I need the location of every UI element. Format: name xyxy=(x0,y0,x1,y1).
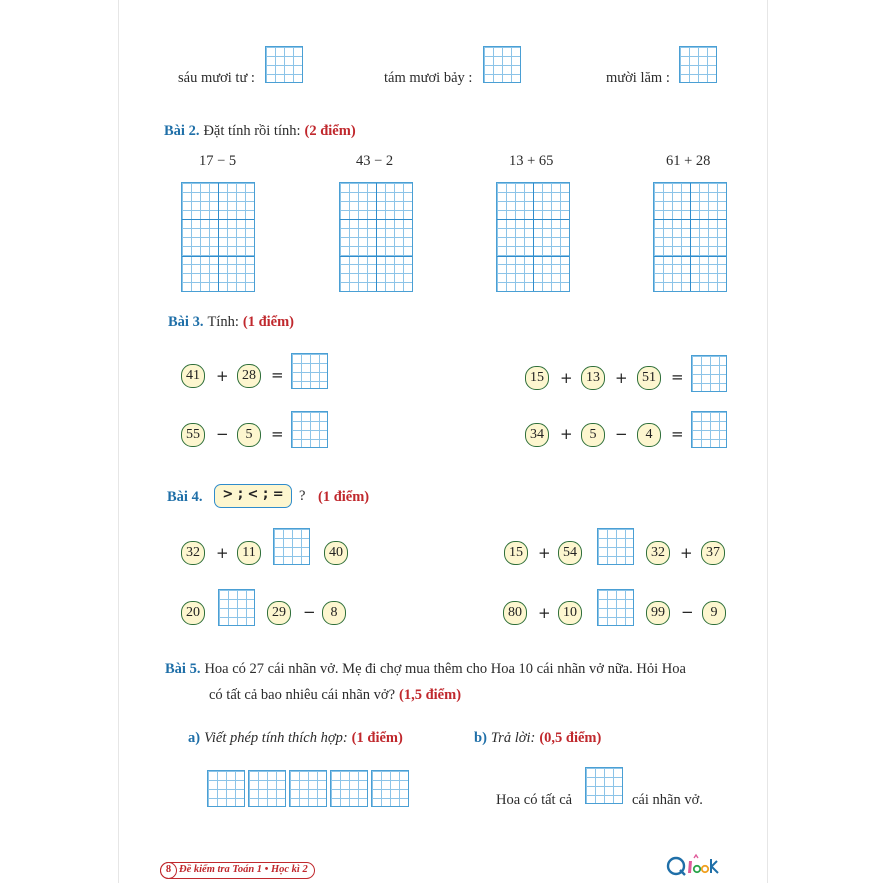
answer-suffix: cái nhãn vở. xyxy=(632,792,703,808)
bai3-answer-box-3[interactable] xyxy=(291,411,328,448)
bai2-problem-3: 13 + 65 xyxy=(509,153,554,169)
number-bubble: 5 xyxy=(581,423,605,447)
bai4-title: Bài 4. xyxy=(167,489,203,505)
number-bubble: 41 xyxy=(181,364,205,388)
part-a-text: Viết phép tính thích hợp: xyxy=(204,730,348,746)
bai2-work-grid-2[interactable] xyxy=(339,182,413,292)
bai3-answer-box-4[interactable] xyxy=(691,411,727,448)
equals-sign: = xyxy=(271,425,284,443)
part-a-label: a) xyxy=(188,730,201,746)
number-bubble: 29 xyxy=(267,601,291,625)
minus-sign: − xyxy=(216,425,229,443)
number-bubble: 13 xyxy=(581,366,605,390)
part-b-points: (0,5 điểm) xyxy=(539,730,602,746)
word-label-64: sáu mươi tư : xyxy=(178,70,255,86)
part-b-text: Trả lời: xyxy=(490,730,536,746)
word-label-15: mười lăm : xyxy=(606,70,670,86)
number-bubble: 32 xyxy=(181,541,205,565)
number-bubble: 80 xyxy=(503,601,527,625)
equals-sign: = xyxy=(271,366,284,384)
plus-sign: + xyxy=(615,369,628,387)
number-bubble: 54 xyxy=(558,541,582,565)
bai4-question-mark: ? xyxy=(299,488,306,504)
answer-box-87[interactable] xyxy=(483,46,521,83)
bai2-title: Bài 2. xyxy=(164,123,200,139)
bai4-compare-box-3[interactable] xyxy=(218,589,255,626)
q-book-logo-icon xyxy=(665,853,727,877)
bai2-work-grid-1[interactable] xyxy=(181,182,255,292)
answer-box-64[interactable] xyxy=(265,46,303,83)
bai3-instruction: Tính: xyxy=(207,314,239,330)
bai5-line-2 xyxy=(209,686,461,704)
minus-sign: − xyxy=(303,603,316,621)
plus-sign: + xyxy=(216,367,229,385)
plus-sign: + xyxy=(216,544,229,562)
bai2-work-grid-3[interactable] xyxy=(496,182,570,292)
bai5-line-1 xyxy=(165,660,686,678)
number-bubble: 9 xyxy=(702,601,726,625)
word-label-87: tám mươi bảy : xyxy=(384,70,473,86)
minus-sign: − xyxy=(681,603,694,621)
plus-sign: + xyxy=(560,425,573,443)
calculation-box-4[interactable] xyxy=(330,770,368,807)
footer-book-badge xyxy=(160,862,315,879)
bai3-answer-box-2[interactable] xyxy=(691,355,727,392)
bai3-title: Bài 3. xyxy=(168,314,204,330)
comparison-symbols-box: > ; < ; = xyxy=(214,484,292,508)
bai5-problem-text: Hoa có 27 cái nhãn vở. Mẹ đi chợ mua thêm cho Hoa 10 cái nhãn vở nữa. Hỏi Hoa xyxy=(204,661,686,677)
bai2-problem-4: 61 + 28 xyxy=(666,153,711,169)
bai2-points: (2 điểm) xyxy=(304,123,356,139)
number-bubble: 20 xyxy=(181,601,205,625)
number-bubble: 4 xyxy=(637,423,661,447)
publisher-logo xyxy=(665,853,727,877)
bai2-work-grid-4[interactable] xyxy=(653,182,727,292)
equals-sign: = xyxy=(671,425,684,443)
plus-sign: + xyxy=(538,544,551,562)
number-bubble: 10 xyxy=(558,601,582,625)
page-number: 8 xyxy=(160,862,177,879)
bai5-part-a xyxy=(188,729,403,747)
plus-sign: + xyxy=(680,544,693,562)
answer-box-total[interactable] xyxy=(585,767,623,804)
bai4-compare-box-4[interactable] xyxy=(597,589,634,626)
bai5-points: (1,5 điểm) xyxy=(399,687,462,703)
answer-prefix: Hoa có tất cả xyxy=(496,792,573,808)
bai4-compare-box-2[interactable] xyxy=(597,528,634,565)
number-bubble: 11 xyxy=(237,541,261,565)
part-a-points: (1 điểm) xyxy=(351,730,403,746)
number-bubble: 51 xyxy=(637,366,661,390)
bai2-problem-1: 17 − 5 xyxy=(199,153,237,169)
number-bubble: 32 xyxy=(646,541,670,565)
bai2-heading xyxy=(164,122,356,140)
bai4-compare-box-1[interactable] xyxy=(273,528,310,565)
bai5-part-b xyxy=(474,729,601,747)
number-bubble: 37 xyxy=(701,541,725,565)
number-bubble: 28 xyxy=(237,364,261,388)
bai5-title: Bài 5. xyxy=(165,661,201,677)
number-bubble: 55 xyxy=(181,423,205,447)
bai2-instruction: Đặt tính rồi tính: xyxy=(203,123,301,139)
bai4-points: (1 điểm) xyxy=(318,489,370,505)
minus-sign: − xyxy=(615,425,628,443)
calculation-box-5[interactable] xyxy=(371,770,409,807)
bai3-points: (1 điểm) xyxy=(242,314,295,330)
number-bubble: 15 xyxy=(504,541,528,565)
number-bubble: 34 xyxy=(525,423,549,447)
bai3-answer-box-1[interactable] xyxy=(291,353,328,389)
calculation-box-2[interactable] xyxy=(248,770,286,807)
book-title: Đề kiểm tra Toán 1 • Học kì 2 xyxy=(179,864,308,875)
equals-sign: = xyxy=(671,368,684,386)
calculation-box-1[interactable] xyxy=(207,770,245,807)
number-bubble: 99 xyxy=(646,601,670,625)
calculation-box-3[interactable] xyxy=(289,770,327,807)
plus-sign: + xyxy=(538,604,551,622)
number-bubble: 15 xyxy=(525,366,549,390)
number-bubble: 40 xyxy=(324,541,348,565)
bai5-question-text: có tất cả bao nhiêu cái nhãn vở? xyxy=(209,687,396,703)
bai3-heading xyxy=(168,313,294,331)
number-bubble: 5 xyxy=(237,423,261,447)
number-bubble: 8 xyxy=(322,601,346,625)
bai2-problem-2: 43 − 2 xyxy=(356,153,394,169)
plus-sign: + xyxy=(560,369,573,387)
part-b-label: b) xyxy=(474,730,487,746)
answer-box-15[interactable] xyxy=(679,46,717,83)
